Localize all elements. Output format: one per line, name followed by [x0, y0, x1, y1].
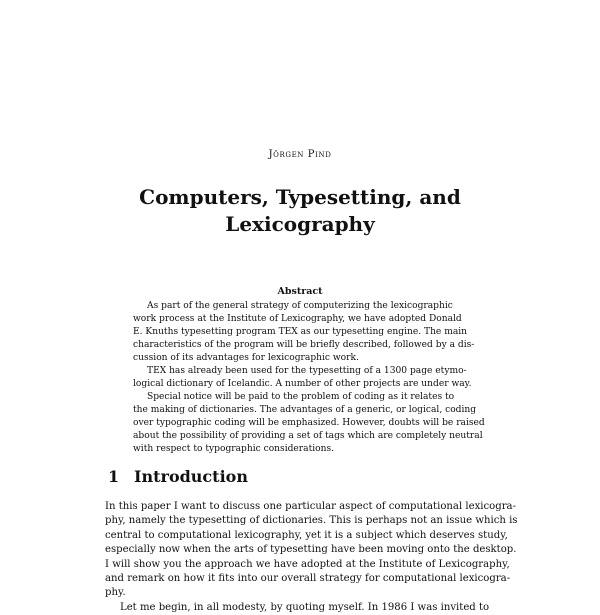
abstract-line: about the possibility of providing a set of tags which are completely neutral	[133, 431, 483, 441]
abstract-heading: Abstract	[277, 286, 323, 297]
abstract-line: with respect to typographic considerations.	[133, 444, 335, 454]
abstract-line: cussion of its advantages for lexicographic work.	[133, 353, 359, 363]
abstract-line: the making of dictionaries. The advantages of a generic, or logical, coding	[133, 405, 477, 415]
body-line: In this paper I want to discuss one particular aspect of computational lexicogra-	[105, 501, 516, 512]
author-name: Jörgen Pind	[268, 149, 332, 160]
abstract-line: Special notice will be paid to the problem of coding as it relates to	[147, 392, 455, 402]
section-heading	[108, 467, 248, 486]
body-line: Let me begin, in all modesty, by quoting myself. In 1986 I was invited to	[120, 601, 490, 613]
title-line: Computers, Typesetting, and	[139, 185, 461, 209]
title-line: Lexicography	[225, 212, 375, 236]
paper-title	[0, 184, 600, 238]
abstract-line: work process at the Institute of Lexicography, we have adopted Donald	[133, 314, 462, 324]
introduction-body	[105, 500, 518, 613]
body-line: phy, namely the typesetting of dictionaries. This is perhaps not an issue which is	[105, 515, 518, 527]
abstract-line: E. Knuths typesetting program TEX as our typesetting engine. The main	[133, 327, 468, 337]
section-number: 1	[108, 467, 120, 486]
abstract-line: characteristics of the program will be briefly described, followed by a dis-	[133, 340, 475, 350]
abstract-body	[133, 300, 485, 456]
body-line: and remark on how it fits into our overall strategy for computational lexicogra-	[105, 573, 511, 585]
abstract-line: logical dictionary of Icelandic. A number of other projects are under way.	[133, 379, 472, 389]
body-line: phy.	[105, 587, 126, 599]
abstract-line: over typographic coding will be emphasized. However, doubts will be raised	[133, 418, 485, 428]
section-title: Introduction	[134, 467, 248, 486]
abstract-line: TEX has already been used for the typesetting of a 1300 page etymo-	[147, 366, 467, 376]
abstract-line: As part of the general strategy of computerizing the lexicographic	[147, 301, 453, 311]
body-line: I will show you the approach we have adopted at the Institute of Lexicography,	[105, 558, 510, 570]
body-line: especially now when the arts of typesetting have been moving onto the desktop.	[105, 544, 517, 556]
body-line: central to computational lexicography, yet it is a subject which deserves study,	[105, 529, 508, 541]
